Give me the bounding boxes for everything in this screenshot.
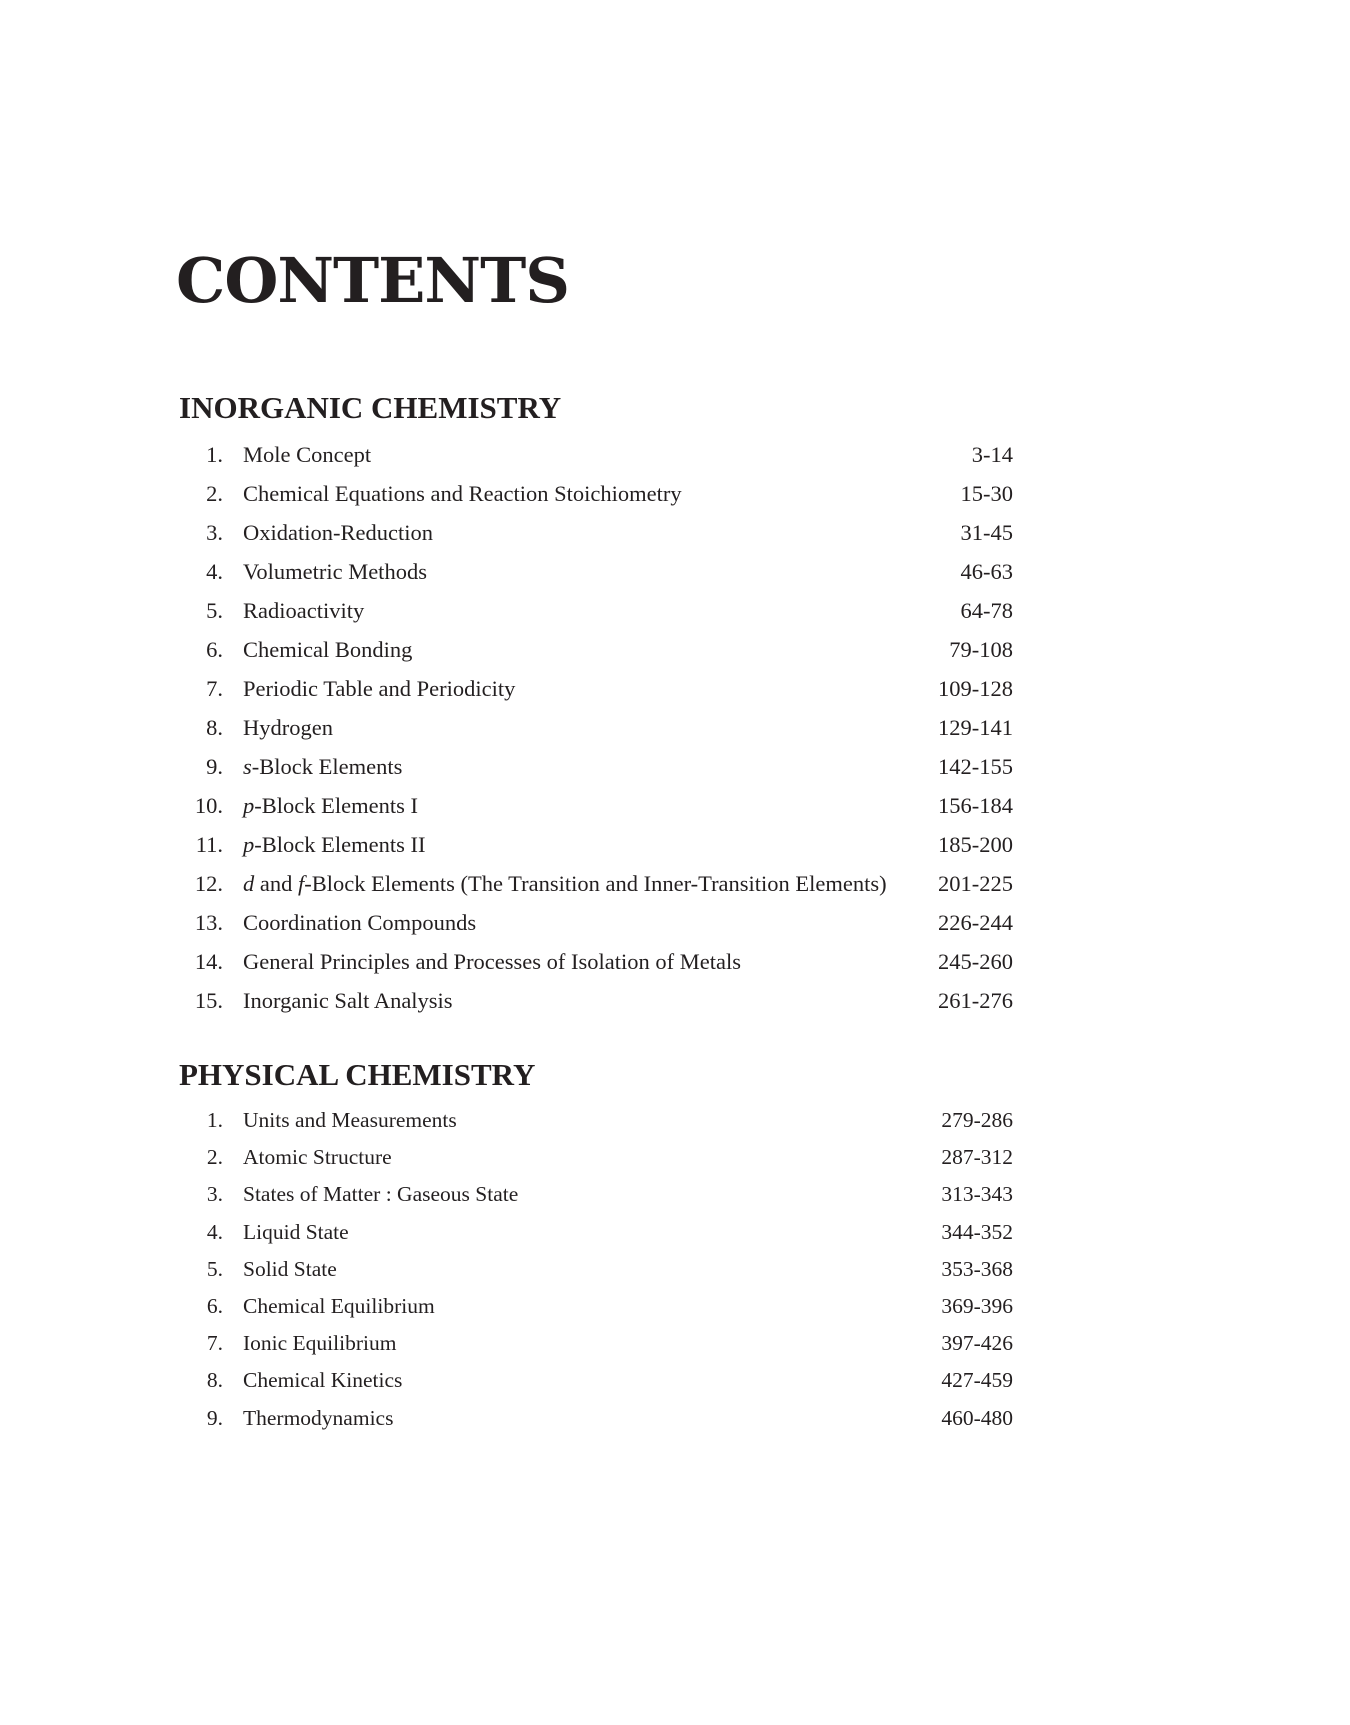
chapter-title: Volumetric Methods bbox=[243, 559, 427, 584]
chapter-title: General Principles and Processes of Isolation of Metals bbox=[243, 949, 741, 974]
chapter-pages: 142-155 bbox=[938, 754, 1013, 779]
chapter-title: Chemical Equilibrium bbox=[243, 1293, 435, 1318]
toc-row[interactable] bbox=[0, 1400, 1350, 1437]
section-heading: INORGANIC CHEMISTRY bbox=[179, 390, 562, 425]
chapter-pages: 279-286 bbox=[941, 1108, 1013, 1132]
chapter-pages: 185-200 bbox=[938, 832, 1013, 857]
chapter-title-italic: f bbox=[298, 871, 305, 896]
chapter-title: Thermodynamics bbox=[243, 1405, 394, 1430]
chapter-pages: 344-352 bbox=[941, 1219, 1013, 1244]
chapter-title: Units and Measurements bbox=[243, 1108, 457, 1132]
chapter-number: 3. bbox=[206, 520, 223, 545]
chapter-pages: 261-276 bbox=[938, 988, 1013, 1013]
chapter-title: Solid State bbox=[243, 1256, 337, 1281]
chapter-title: States of Matter : Gaseous State bbox=[243, 1182, 519, 1207]
chapter-title: Oxidation-Reduction bbox=[243, 520, 433, 545]
chapter-title-mid: and bbox=[254, 871, 298, 896]
chapter-title: Chemical Kinetics bbox=[243, 1368, 403, 1393]
chapter-title bbox=[243, 747, 402, 786]
chapter-number: 5. bbox=[206, 598, 223, 623]
chapter-number: 15. bbox=[194, 988, 223, 1013]
chapter-number: 4. bbox=[206, 1219, 223, 1244]
chapter-pages: 64-78 bbox=[960, 598, 1013, 623]
chapter-pages: 201-225 bbox=[938, 871, 1013, 896]
chapter-title-rest: -Block Elements (The Transition and Inner-Transition Elements) bbox=[304, 871, 887, 896]
chapter-pages: 109-128 bbox=[938, 676, 1013, 701]
chapter-number: 11. bbox=[195, 832, 223, 857]
chapter-title bbox=[243, 864, 887, 903]
chapter-title: Atomic Structure bbox=[243, 1145, 392, 1170]
toc-row[interactable] bbox=[0, 552, 1350, 591]
chapter-pages: 245-260 bbox=[938, 949, 1013, 974]
chapter-number: 7. bbox=[206, 1331, 223, 1356]
toc-row[interactable] bbox=[0, 708, 1350, 747]
chapter-title-italic: p bbox=[243, 793, 255, 818]
chapter-number: 2. bbox=[206, 481, 223, 506]
toc-row[interactable] bbox=[0, 1288, 1350, 1325]
toc-row[interactable] bbox=[0, 942, 1350, 981]
chapter-number: 12. bbox=[194, 871, 223, 896]
toc-row[interactable] bbox=[0, 903, 1350, 942]
chapter-pages: 15-30 bbox=[960, 481, 1013, 506]
chapter-number: 8. bbox=[206, 715, 223, 740]
toc-row[interactable] bbox=[0, 864, 1350, 903]
chapter-pages: 460-480 bbox=[941, 1405, 1013, 1430]
chapter-title-italic: d bbox=[243, 871, 255, 896]
chapter-number: 2. bbox=[206, 1145, 223, 1170]
chapter-number: 4. bbox=[206, 559, 223, 584]
chapter-pages: 427-459 bbox=[941, 1368, 1013, 1393]
chapter-list bbox=[0, 435, 1350, 1020]
chapter-number: 6. bbox=[206, 1293, 223, 1318]
chapter-title bbox=[243, 786, 418, 825]
chapter-title-rest: -Block Elements II bbox=[254, 832, 426, 857]
chapter-pages: 129-141 bbox=[938, 715, 1013, 740]
toc-row[interactable] bbox=[0, 474, 1350, 513]
page-title: CONTENTS bbox=[176, 244, 570, 317]
chapter-pages: 397-426 bbox=[941, 1331, 1013, 1356]
chapter-number: 13. bbox=[194, 910, 223, 935]
chapter-title-rest: -Block Elements bbox=[251, 754, 403, 779]
toc-row[interactable] bbox=[0, 981, 1350, 1020]
chapter-pages: 287-312 bbox=[941, 1145, 1013, 1170]
toc-row[interactable] bbox=[0, 1362, 1350, 1399]
chapter-title-rest: -Block Elements I bbox=[254, 793, 418, 818]
chapter-pages: 3-14 bbox=[971, 442, 1013, 467]
toc-row[interactable] bbox=[0, 1251, 1350, 1288]
toc-row[interactable] bbox=[0, 435, 1350, 474]
chapter-number: 1. bbox=[206, 1108, 223, 1132]
toc-row[interactable] bbox=[0, 1325, 1350, 1362]
chapter-number: 1. bbox=[206, 442, 223, 467]
chapter-title: Radioactivity bbox=[243, 598, 365, 623]
chapter-number: 7. bbox=[206, 676, 223, 701]
chapter-title-italic: s bbox=[243, 754, 252, 779]
chapter-title: Chemical Bonding bbox=[243, 637, 413, 662]
toc-row[interactable] bbox=[0, 669, 1350, 708]
chapter-title: Ionic Equilibrium bbox=[243, 1331, 397, 1356]
chapter-pages: 31-45 bbox=[960, 520, 1013, 545]
chapter-number: 10. bbox=[194, 793, 223, 818]
chapter-pages: 226-244 bbox=[938, 910, 1013, 935]
chapter-number: 6. bbox=[206, 637, 223, 662]
toc-row[interactable] bbox=[0, 630, 1350, 669]
chapter-list bbox=[0, 1102, 1350, 1437]
section-heading: PHYSICAL CHEMISTRY bbox=[179, 1057, 536, 1092]
chapter-title: Hydrogen bbox=[243, 715, 333, 740]
toc-row[interactable] bbox=[0, 513, 1350, 552]
chapter-number: 9. bbox=[206, 754, 223, 779]
chapter-title: Periodic Table and Periodicity bbox=[243, 676, 516, 701]
toc-row[interactable] bbox=[0, 825, 1350, 864]
chapter-pages: 79-108 bbox=[949, 637, 1013, 662]
toc-row[interactable] bbox=[0, 1102, 1350, 1139]
toc-row[interactable] bbox=[0, 1214, 1350, 1251]
toc-row[interactable] bbox=[0, 786, 1350, 825]
chapter-pages: 46-63 bbox=[960, 559, 1013, 584]
chapter-pages: 353-368 bbox=[941, 1256, 1013, 1281]
chapter-number: 9. bbox=[206, 1405, 223, 1430]
chapter-number: 8. bbox=[206, 1368, 223, 1393]
chapter-number: 14. bbox=[194, 949, 223, 974]
chapter-title-italic: p bbox=[243, 832, 255, 857]
chapter-title: Inorganic Salt Analysis bbox=[243, 988, 453, 1013]
toc-row[interactable] bbox=[0, 747, 1350, 786]
toc-row[interactable] bbox=[0, 591, 1350, 630]
chapter-pages: 369-396 bbox=[941, 1293, 1013, 1318]
toc-row[interactable] bbox=[0, 1176, 1350, 1213]
toc-row[interactable] bbox=[0, 1139, 1350, 1176]
chapter-number: 3. bbox=[206, 1182, 223, 1207]
chapter-title: Mole Concept bbox=[243, 442, 372, 467]
chapter-title: Liquid State bbox=[243, 1219, 349, 1244]
chapter-pages: 313-343 bbox=[941, 1182, 1013, 1207]
chapter-number: 5. bbox=[206, 1256, 223, 1281]
chapter-pages: 156-184 bbox=[938, 793, 1013, 818]
chapter-title: Coordination Compounds bbox=[243, 910, 477, 935]
chapter-title: Chemical Equations and Reaction Stoichiometry bbox=[243, 481, 682, 506]
chapter-title bbox=[243, 825, 425, 864]
